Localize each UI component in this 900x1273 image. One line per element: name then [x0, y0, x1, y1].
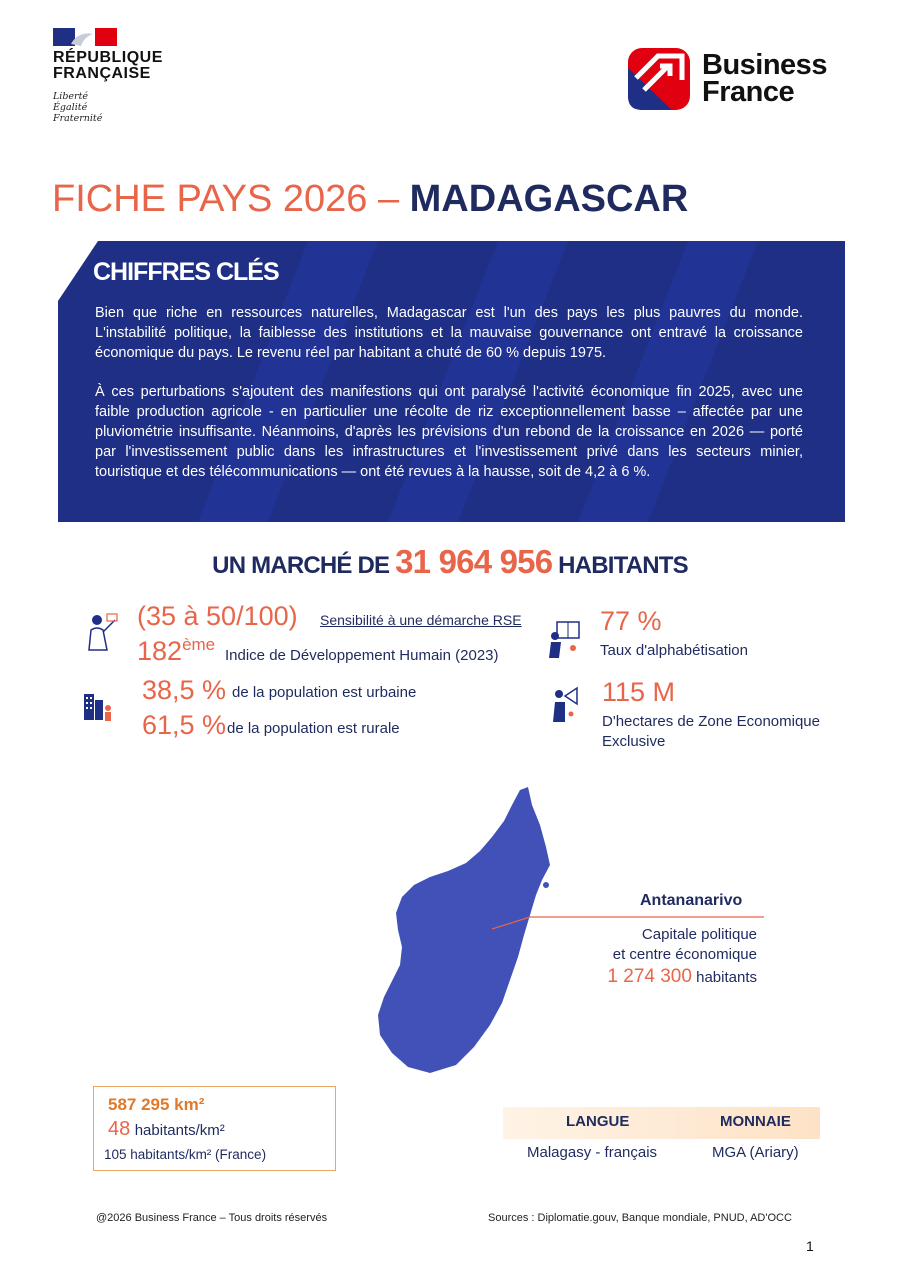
area-box: [93, 1086, 336, 1171]
zee-value: 115 M: [602, 677, 676, 707]
rse-label: Sensibilité à une démarche RSE: [320, 612, 522, 628]
business-france-logo-icon: [628, 48, 690, 110]
key-figures-paragraph-1: Bien que riche en ressources naturelles, Madagascar est l'un des pays les plus pauvres du monde. L'instabilité politique, la faiblesse des institutions et la mauvaise gouvernance ont entravé la croissance économique du pays. Le revenu réel par habitant a chuté de 60 % depuis 1975.: [95, 305, 803, 361]
literacy-label: Taux d'alphabétisation: [600, 642, 748, 659]
area-surface: 587 295 km²: [108, 1095, 205, 1114]
rural-label: de la population est rurale: [227, 720, 400, 737]
person-megaphone-icon: [549, 684, 583, 724]
capital-name: Antananarivo: [640, 892, 743, 909]
area-france-density: 105 habitants/km² (France): [104, 1147, 267, 1162]
person-presenting-icon: [85, 612, 119, 652]
literacy-value: 77 %: [600, 606, 662, 636]
population-number: 31 964 956: [395, 543, 553, 580]
buildings-people-icon: [82, 688, 116, 728]
madagascar-map: [370, 785, 570, 1075]
urban-label: de la population est urbaine: [232, 684, 417, 701]
republique-francaise-label: RÉPUBLIQUE FRANÇAISE: [53, 49, 163, 82]
copyright-text: @2026 Business France – Tous droits réservés: [96, 1212, 328, 1224]
capital-description: Capitale politique et centre économique 1 274 300 habitants: [607, 926, 757, 987]
country-name: MADAGASCAR: [409, 178, 689, 220]
capital-population: 1 274 300: [607, 966, 692, 987]
population-heading: UN MARCHÉ DE 31 964 956 HABITANTS: [212, 543, 688, 580]
monnaie-header: MONNAIE: [720, 1113, 791, 1130]
person-reading-icon: [547, 620, 581, 660]
key-figures-heading: CHIFFRES CLÉS: [93, 258, 279, 286]
langue-header: LANGUE: [566, 1113, 630, 1130]
key-figures-paragraph-2: À ces perturbations s'ajoutent des manifestions qui ont paralysé l'activité économique fin 2025, avec une faible production agricole - en particulier une récolte de riz exceptionnellement basse – affectée par une pluviométrie insuffisante. Néanmoins, d'après les prévisions d'un rebond de la croissance en 2026 — porté par l'investissement public dans les infrastructures et l'investissement privé dans les secteurs minier, touristique et des télécommunications — ont été revues à la hausse, soit de 4,2 à 6 %.: [95, 384, 803, 480]
rural-value: 61,5 %: [142, 710, 227, 740]
monnaie-value: MGA (Ariary): [712, 1144, 799, 1161]
sources-text: Sources : Diplomatie.gouv, Banque mondiale, PNUD, AD'OCC: [488, 1212, 792, 1224]
zee-label: D'hectares de Zone Economique Exclusive: [602, 713, 820, 750]
page-title: FICHE PAYS 2026 – MADAGASCAR: [52, 178, 689, 220]
business-france-label: Business France: [702, 49, 827, 108]
rse-value: (35 à 50/100): [137, 601, 298, 631]
idh-label: Indice de Développement Humain (2023): [225, 647, 499, 664]
urban-value: 38,5 %: [142, 675, 227, 705]
langue-value: Malagasy - français: [527, 1144, 658, 1161]
area-density: 48 habitants/km²: [108, 1118, 225, 1140]
idh-value: 182ème: [137, 635, 216, 666]
page-number: 1: [806, 1238, 814, 1254]
republique-motto: Liberté Égalité Fraternité: [53, 91, 103, 124]
marianne-logo: [53, 28, 117, 46]
